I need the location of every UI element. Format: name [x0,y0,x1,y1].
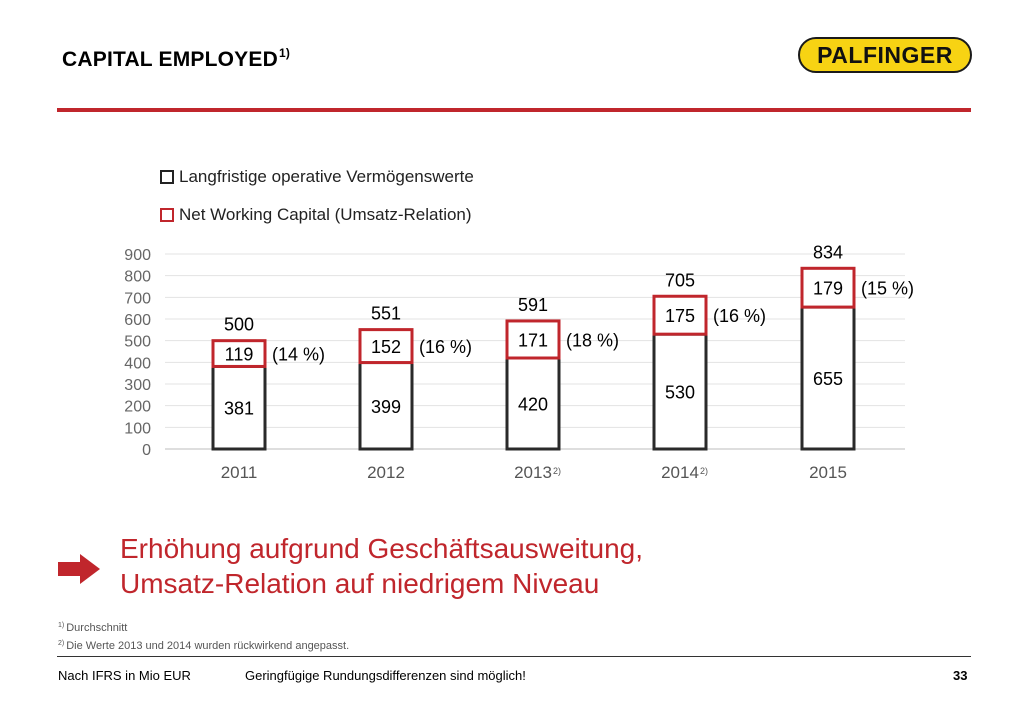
y-tick-label: 600 [124,312,151,329]
footnotes [58,618,349,654]
x-tick-label: 2014 [661,463,699,482]
x-tick-label: 2012 [367,463,405,482]
x-tick-footnote-mark: 2) [700,466,709,476]
data-label-total: 500 [223,314,255,335]
footnote-2 [58,636,349,654]
y-tick-label: 700 [124,290,151,308]
data-label-sales-ratio: (14 %) [272,344,326,365]
page-number: 33 [953,668,968,683]
arrow-right-icon [56,552,102,586]
footnote-1-text: Durchschnitt [66,622,128,634]
data-label-long-term-assets: 530 [664,382,696,403]
data-label-net-working-capital: 179 [812,278,844,299]
conclusion-line-1: Erhöhung aufgrund Geschäftsausweitung, [120,533,644,564]
y-tick-label: 0 [142,442,151,459]
footer-rounding-note: Geringfügige Rundungsdifferenzen sind möglich! [245,668,526,683]
data-label-total: 591 [517,294,549,315]
data-label-sales-ratio: (16 %) [419,337,473,358]
data-label-long-term-assets: 420 [517,394,549,415]
data-label-long-term-assets: 399 [370,396,402,417]
data-label-net-working-capital: 119 [224,344,254,365]
footer-units: Nach IFRS in Mio EUR [58,668,191,683]
data-label-net-working-capital: 175 [664,306,696,327]
y-tick-label: 800 [124,268,151,286]
data-label-total: 705 [664,270,696,291]
data-label-net-working-capital: 152 [370,337,402,358]
data-label-net-working-capital: 171 [517,330,549,351]
footnote-2-mark: 2) [58,640,65,647]
x-tick-label: 2011 [220,463,258,482]
y-tick-label: 100 [124,420,151,438]
data-label-total: 551 [370,303,402,324]
data-label-long-term-assets: 655 [812,369,844,390]
data-label-sales-ratio: (18 %) [566,330,620,351]
footer-divider [57,656,971,657]
footnote-2-text: Die Werte 2013 und 2014 wurden rückwirkend angepasst. [66,640,350,652]
conclusion-line-2: Umsatz-Relation auf niedrigem Niveau [120,568,600,599]
y-tick-label: 200 [124,398,151,416]
legend-label-net-working-capital: Net Working Capital (Umsatz-Relation) [179,205,472,224]
footnote-1 [58,618,349,636]
y-tick-label: 500 [124,333,151,351]
y-tick-label: 400 [124,355,151,373]
x-tick-label: 2015 [809,463,847,482]
legend-label-long-term-assets: Langfristige operative Vermögenswerte [179,167,474,186]
y-tick-label: 300 [124,377,151,394]
x-tick-footnote-mark: 2) [553,466,562,476]
footnote-1-mark: 1) [58,622,65,629]
title-footnote-mark: 1) [278,46,291,60]
logo-text: PALFINGER [817,41,953,68]
data-label-total: 834 [812,242,844,263]
data-label-long-term-assets: 381 [223,398,255,419]
data-label-sales-ratio: (15 %) [861,278,915,299]
title-text: CAPITAL EMPLOYED [62,48,278,71]
y-tick-label: 900 [124,247,151,264]
x-tick-label: 2013 [514,463,552,482]
conclusion-text [120,531,643,601]
data-label-sales-ratio: (16 %) [713,306,767,327]
